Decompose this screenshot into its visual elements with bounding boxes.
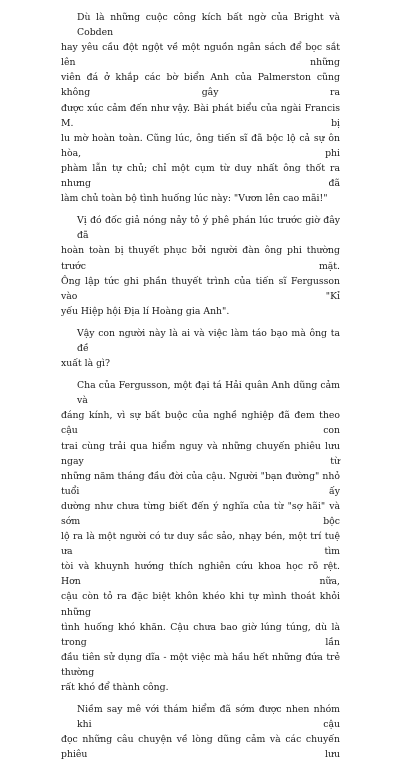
text-line: viên đá ở khắp các bờ biển Anh của Palmerston cũng không gây ra bbox=[61, 72, 340, 99]
text-line: đọc những câu chuyện về lòng dũng cảm và các chuyến phiêu lưu bbox=[61, 734, 340, 761]
text-line: hoàn toàn bị thuyết phục bởi người đàn ông phi thường trước mặt. bbox=[61, 245, 340, 272]
text-line: Dù là những cuộc công kích bất ngờ của Bright và Cobden bbox=[77, 12, 340, 39]
text-line: phàm lẫn tự chủ; chỉ một cụm từ duy nhất ông thốt ra nhưng đã bbox=[61, 162, 340, 190]
paragraph-5 bbox=[61, 702, 340, 762]
text-line: tòi và khuynh hướng thích nghiên cứu khoa học rõ rệt. Hơn nữa, bbox=[61, 561, 340, 588]
text-line: xuất là gì? bbox=[61, 358, 110, 370]
text-line: lộ ra là một người có tư duy sắc sảo, nhạy bén, một trí tuệ ưa tìm bbox=[61, 531, 340, 558]
text-line: Ông lập tức ghi phần thuyết trình của tiến sĩ Fergusson vào "Kỉ bbox=[61, 275, 340, 302]
paragraph-2 bbox=[61, 213, 340, 319]
text-line: làm chủ toàn bộ tình huống lúc này: "Vươn lên cao mãi!" bbox=[61, 193, 328, 205]
text-line: được xúc cảm đến như vậy. Bài phát biểu của ngài Francis M. bị bbox=[61, 102, 340, 129]
paragraph-4 bbox=[61, 378, 340, 695]
text-line: dường như chưa từng biết đến ý nghĩa của từ "sợ hãi" và sớm bộc bbox=[61, 500, 340, 527]
text-line: lu mờ hoàn toàn. Cũng lúc, ông tiến sĩ đã bộc lộ cả sự ôn hòa, phi bbox=[61, 132, 340, 159]
text-line: trai cùng trải qua hiểm nguy và những chuyến phiêu lưu ngay từ bbox=[61, 440, 340, 467]
text-line: đầu tiên sử dụng dĩa - một việc mà hầu hết những đứa trẻ thường bbox=[61, 651, 340, 678]
text-line: Vị đó đốc giả nóng nảy tỏ ý phê phán lúc trước giờ đây đã bbox=[77, 215, 340, 242]
text-line: Niềm say mê với thám hiểm đã sớm được nhen nhóm khi cậu bbox=[77, 704, 340, 731]
text-line: rất khó để thành công. bbox=[61, 682, 169, 694]
text-line: đáng kính, vì sự bất buộc của nghề nghiệp đã đem theo cậu con bbox=[61, 410, 340, 437]
text-line: hay yêu cầu đột ngột về một nguồn ngân sách để bọc sắt lên những bbox=[61, 42, 340, 69]
paragraph-1 bbox=[61, 10, 340, 206]
page-body-text bbox=[61, 10, 340, 770]
paragraph-3 bbox=[61, 326, 340, 371]
text-line: cậu còn tỏ ra đặc biệt khôn khéo khi tự mình thoát khỏi những bbox=[61, 591, 340, 618]
text-line: Vậy con người này là ai và việc làm táo bạo mà ông ta đề bbox=[77, 327, 340, 354]
text-line: yếu Hiệp hội Địa lí Hoàng gia Anh". bbox=[61, 305, 230, 317]
text-line: Cha của Fergusson, một đại tá Hải quân Anh dũng cảm và bbox=[77, 380, 340, 407]
text-line: tình huống khó khăn. Cậu chưa bao giờ lúng túng, dù là trong lần bbox=[61, 621, 340, 648]
text-line: những năm tháng đầu đời của cậu. Người "bạn đường" nhỏ tuổi ấy bbox=[61, 470, 340, 497]
